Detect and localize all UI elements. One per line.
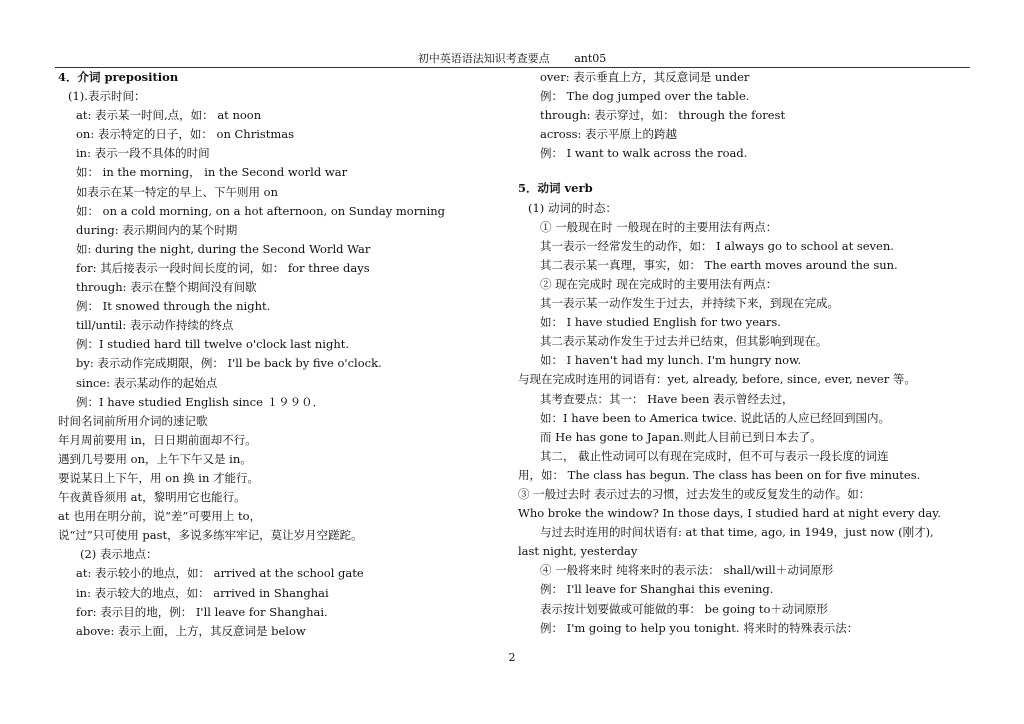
- header-title: 初中英语语法知识考查要点: [417, 52, 550, 65]
- text-line: at 也用在明分前，说“差”可要用上 to，: [58, 509, 262, 524]
- text-line: by: 表示动作完成期限，例： I'll be back by five o'clock.: [76, 356, 382, 371]
- text-line: 时间名词前所用介词的速记歌: [58, 413, 208, 428]
- text-line: 例： It snowed through the night.: [76, 299, 271, 314]
- text-line: 例： The dog jumped over the table.: [540, 89, 750, 104]
- text-line: 午夜黄昏须用 at，黎明用它也能行。: [58, 490, 246, 505]
- text-line: last night, yesterday: [518, 544, 638, 559]
- text-line: 其考查要点：其一： Have been 表示曾经去过，: [540, 391, 794, 406]
- text-line: 如： on a cold morning, on a hot afternoon, on Sunday morning: [76, 203, 446, 218]
- text-line: (1) 动词的时态：: [528, 200, 617, 215]
- page-number: 2: [508, 651, 516, 664]
- text-line: ② 现在完成时 现在完成时的主要用法有两点：: [540, 276, 778, 291]
- text-line: 如：I have been to America twice. 说此话的人应已经回到国内。: [540, 410, 890, 425]
- text-line: in: 表示一段不具体的时间: [76, 146, 210, 161]
- text-line: 如： I haven't had my lunch. I'm hungry now.: [540, 353, 802, 368]
- text-line: (1).表示时间：: [68, 89, 146, 104]
- text-line: 如： in the morning， in the Second world war: [76, 165, 348, 180]
- section-heading: 4．介词 preposition: [58, 70, 179, 84]
- text-line: at: 表示某一时间,点，如： at noon: [76, 108, 262, 123]
- text-line: 说“过”只可使用 past，多说多练牢牢记，莫让岁月空蹉跎。: [58, 528, 363, 543]
- text-line: (2) 表示地点：: [80, 547, 158, 562]
- right-column: [518, 68, 978, 638]
- text-line: 例：I have studied English since １９９０．: [76, 394, 325, 409]
- text-line: at: 表示较小的地点，如： arrived at the school gate: [76, 566, 364, 581]
- text-line: ③ 一般过去时 表示过去的习惯，过去发生的或反复发生的动作。如：: [518, 486, 871, 501]
- text-line: for: 其后接表示一段时间长度的词，如： for three days: [76, 260, 370, 275]
- text-line: 其一表示某一动作发生于过去，并持续下来，到现在完成。: [540, 296, 839, 311]
- text-line: in: 表示较大的地点，如： arrived in Shanghai: [76, 585, 329, 600]
- text-line: through: 表示穿过，如： through the forest: [540, 108, 786, 123]
- text-line: 如: during the night, during the Second World War: [76, 241, 371, 256]
- text-line: since: 表示某动作的起始点: [76, 375, 218, 390]
- text-line: 例：I studied hard till twelve o'clock last night.: [76, 337, 350, 352]
- text-line: 而 He has gone to Japan.则此人目前已到日本去了。: [540, 429, 822, 444]
- text-line: 例： I'll leave for Shanghai this evening.: [540, 582, 774, 597]
- text-line: 其二表示某一真理，事实，如： The earth moves around the sun.: [540, 257, 898, 272]
- header-code: ant05: [574, 52, 607, 65]
- text-line: 遇到几号要用 on，上午下午又是 in。: [58, 451, 252, 466]
- text-line: above: 表示上面，上方，其反意词是 below: [76, 623, 306, 638]
- text-line: 例： I'm going to help you tonight. 将来时的特殊表示法：: [540, 620, 859, 635]
- spacer: [518, 163, 978, 179]
- left-column: [58, 68, 508, 641]
- page-header: [0, 50, 1024, 66]
- text-line: 表示按计划要做或可能做的事： be going to＋动词原形: [540, 601, 828, 616]
- text-line: on: 表示特定的日子，如： on Christmas: [76, 127, 295, 142]
- text-line: for: 表示目的地，例： I'll leave for Shanghai.: [76, 604, 328, 619]
- text-line: through: 表示在整个期间没有间歇: [76, 280, 257, 295]
- text-line: 与现在完成时连用的词语有：yet, already, before, since, ever, never 等。: [518, 372, 916, 387]
- text-line: ① 一般现在时 一般现在时的主要用法有两点：: [540, 219, 778, 234]
- text-line: 年月周前要用 in，日日期前面却不行。: [58, 432, 257, 447]
- text-line: 用，如： The class has begun. The class has been on for five minutes.: [518, 467, 921, 482]
- text-line: 与过去时连用的时间状语有: at that time, ago, in 1949，just now (刚才),: [540, 525, 934, 540]
- text-line: 例： I want to walk across the road.: [540, 146, 748, 161]
- text-line: till/until: 表示动作持续的终点: [76, 318, 234, 333]
- section-heading: 5．动词 verb: [518, 181, 593, 196]
- text-line: across: 表示平原上的跨越: [540, 127, 678, 142]
- text-line: ④ 一般将来时 纯将来时的表示法： shall/will＋动词原形: [540, 563, 834, 578]
- text-line: 要说某日上下午，用 on 换 in 才能行。: [58, 470, 260, 485]
- text-line: 如： I have studied English for two years.: [540, 315, 781, 330]
- text-line: over: 表示垂直上方，其反意词是 under: [540, 70, 750, 84]
- text-line: Who broke the window? In those days, I studied hard at night every day.: [518, 506, 941, 521]
- text-line: 其二表示某动作发生于过去并已结束，但其影响到现在。: [540, 334, 828, 349]
- text-line: 其一表示一经常发生的动作，如： I always go to school at seven.: [540, 238, 894, 253]
- text-line: during: 表示期间内的某个时期: [76, 222, 238, 237]
- text-line: 如表示在某一特定的早上、下午则用 on: [76, 184, 278, 199]
- text-line: 其二， 截止性动词可以有现在完成时，但不可与表示一段长度的词连: [540, 448, 889, 463]
